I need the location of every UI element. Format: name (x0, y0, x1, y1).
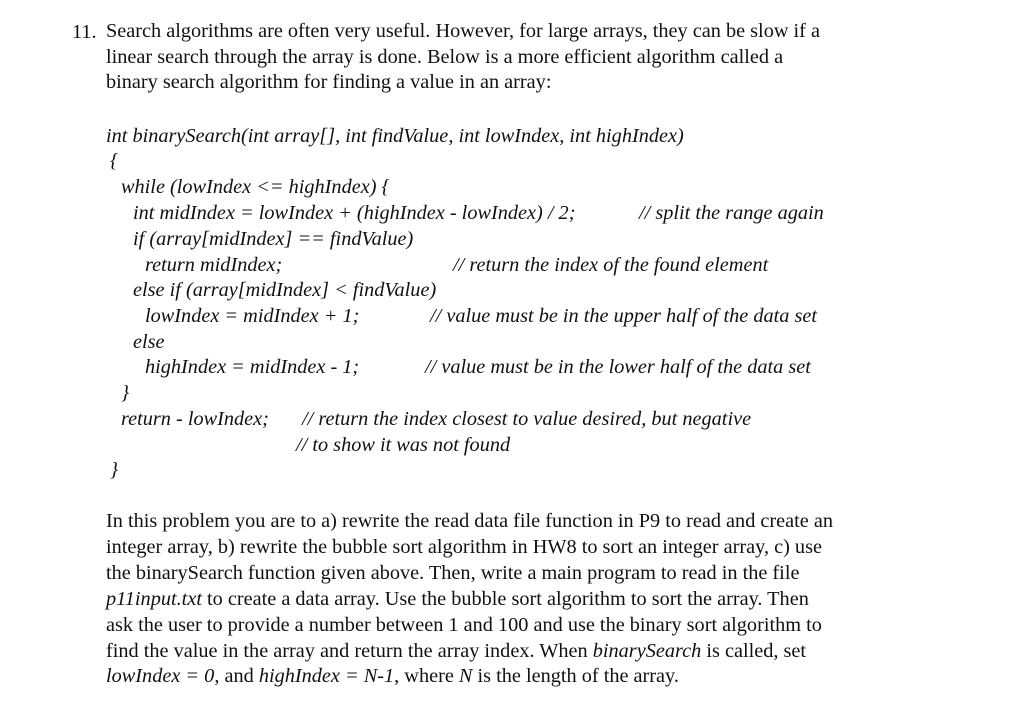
paragraph-text: to create a data array. Use the bubble sort algorithm to sort the array. Then (201, 587, 809, 610)
code-mid-index: int midIndex = lowIndex + (highIndex - lowIndex) / 2; (133, 202, 576, 224)
intro-line: binary search algorithm for finding a value in an array: (106, 71, 552, 93)
paragraph-line (106, 639, 986, 665)
code-if: if (array[midIndex] == findValue) (133, 228, 414, 250)
low-index-setting: lowIndex = 0 (106, 665, 215, 688)
paragraph-line: integer array, b) rewrite the bubble sort algorithm in HW8 to sort an integer array, c) use (106, 535, 822, 558)
code-comment: // return the index closest to value desired, but negative (302, 408, 752, 430)
code-low-assign: lowIndex = midIndex + 1; (145, 305, 360, 327)
paragraph-line: ask the user to provide a number between 1 and 100 and use the binary sort algorithm to (106, 613, 822, 636)
intro-line: linear search through the array is done. Below is a more efficient algorithm called a (106, 45, 784, 68)
paragraph-text: , and (214, 665, 259, 688)
paragraph-text: , where (394, 665, 459, 688)
code-open-brace: { (110, 150, 119, 172)
paragraph-line: In this problem you are to a) rewrite the read data file function in P9 to read and create an (106, 510, 834, 532)
code-comment: // split the range again (639, 202, 824, 224)
code-close-while: } (121, 382, 130, 404)
paragraph-text: is called, set (701, 639, 807, 662)
paragraph-text: is the length of the array. (472, 665, 679, 688)
paragraph-line (106, 664, 986, 690)
function-name: binarySearch (592, 639, 702, 662)
paragraph-line: the binarySearch function given above. Then, write a main program to read in the file (106, 561, 800, 584)
code-close-brace: } (110, 459, 119, 481)
code-high-assign: highIndex = midIndex - 1; (145, 356, 360, 378)
problem-intro (106, 19, 986, 96)
code-comment: // to show it was not found (296, 434, 511, 456)
code-return-mid: return midIndex; (145, 254, 283, 276)
code-else: else (133, 331, 165, 353)
high-index-setting: highIndex = N-1 (258, 665, 395, 688)
code-comment: // value must be in the upper half of the data set (430, 305, 817, 327)
instructions-paragraph (106, 509, 986, 690)
input-filename: p11input.txt (106, 587, 202, 610)
paragraph-text: find the value in the array and return the array index. When (106, 639, 593, 662)
problem-number: 11. (72, 21, 97, 43)
code-while: while (lowIndex <= highIndex) { (121, 176, 390, 198)
paragraph-line (106, 587, 986, 613)
n-variable: N (458, 665, 473, 688)
code-else-if: else if (array[midIndex] < findValue) (133, 279, 437, 301)
intro-line: Search algorithms are often very useful. However, for large arrays, they can be slow if a (106, 20, 821, 42)
code-comment: // return the index of the found element (453, 254, 769, 276)
code-return-low: return - lowIndex; (121, 408, 269, 430)
code-comment: // value must be in the lower half of the data set (425, 356, 811, 378)
code-signature: int binarySearch(int array[], int findValue, int lowIndex, int highIndex) (106, 125, 684, 147)
